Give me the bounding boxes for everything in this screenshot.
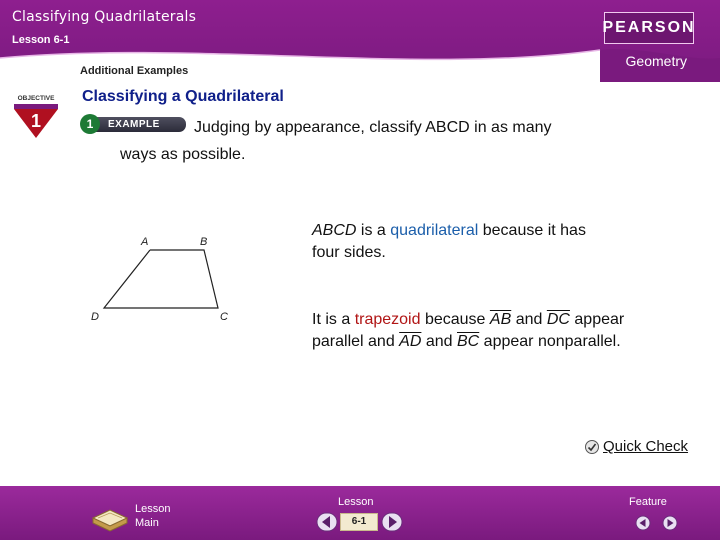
text-fragment: appear (569, 311, 625, 328)
problem-text-line2: ways as possible. (120, 146, 246, 163)
quadrilateral-shape (104, 250, 218, 308)
term-quadrilateral: quadrilateral (390, 222, 479, 239)
text-fragment: because (420, 311, 490, 328)
quick-check-label[interactable]: Quick Check (603, 438, 689, 455)
feature-nav-title: Feature (629, 496, 667, 508)
quadrilateral-figure (86, 228, 236, 328)
feature-next-icon[interactable] (661, 515, 679, 531)
example-label: EXAMPLE (92, 117, 186, 132)
explanation-quadrilateral-line2: four sides. (312, 244, 386, 261)
explanation-quadrilateral (312, 222, 586, 240)
explanation-trapezoid (312, 311, 624, 329)
slide-subtitle: Additional Examples (80, 65, 189, 77)
quick-check-link[interactable] (584, 438, 688, 455)
objective-number: 1 (30, 111, 42, 131)
objective-label: OBJECTIVE (17, 95, 55, 102)
lesson-nav-title: Lesson (338, 496, 374, 508)
footer-bar (0, 486, 720, 540)
text-fragment: parallel and (312, 333, 400, 350)
next-slide-icon[interactable] (381, 512, 403, 532)
text-fragment: and (421, 333, 457, 350)
quad-name: ABCD (312, 222, 357, 239)
problem-text-line1: Judging by appearance, classify ABCD in as many (194, 119, 552, 136)
objective-badge-icon (8, 92, 64, 148)
page-number: 6-1 (340, 513, 378, 531)
text-fragment: is a (356, 222, 391, 239)
text-fragment: It is a (312, 311, 355, 328)
quick-check-icon (584, 439, 600, 455)
example-badge (80, 114, 186, 134)
lesson-label: Lesson 6-1 (12, 34, 70, 46)
example-number: 1 (80, 114, 100, 134)
slide-heading: Classifying a Quadrilateral (82, 88, 284, 105)
segment-dc: $\overline{DC}$ (546, 311, 570, 328)
vertex-label-c: C (220, 311, 228, 323)
explanation-trapezoid-line2 (312, 333, 621, 351)
term-trapezoid: trapezoid (354, 311, 421, 328)
deck-title: Classifying Quadrilaterals (12, 9, 197, 25)
text-fragment: and (511, 311, 547, 328)
segment-ad: $\overline{AD}$ (399, 333, 422, 350)
text-fragment: appear nonparallel. (479, 333, 621, 350)
previous-slide-icon[interactable] (316, 512, 338, 532)
subject-label: Geometry (625, 53, 687, 69)
text-fragment: because it has (478, 222, 586, 239)
lesson-main-line2: Main (135, 517, 159, 529)
lesson-main-button[interactable] (90, 498, 180, 534)
lesson-main-label (135, 502, 180, 530)
segment-bc: $\overline{BC}$ (457, 333, 480, 350)
book-icon (90, 500, 130, 534)
lesson-main-line1: Lesson (135, 503, 171, 515)
vertex-label-a: A (141, 236, 149, 248)
publisher-logo: PEARSON (604, 12, 694, 44)
vertex-label-b: B (200, 236, 208, 248)
feature-previous-icon[interactable] (634, 515, 652, 531)
segment-ab: $\overline{AB}$ (489, 311, 512, 328)
header-bar (0, 0, 720, 82)
vertex-label-d: D (91, 311, 99, 323)
